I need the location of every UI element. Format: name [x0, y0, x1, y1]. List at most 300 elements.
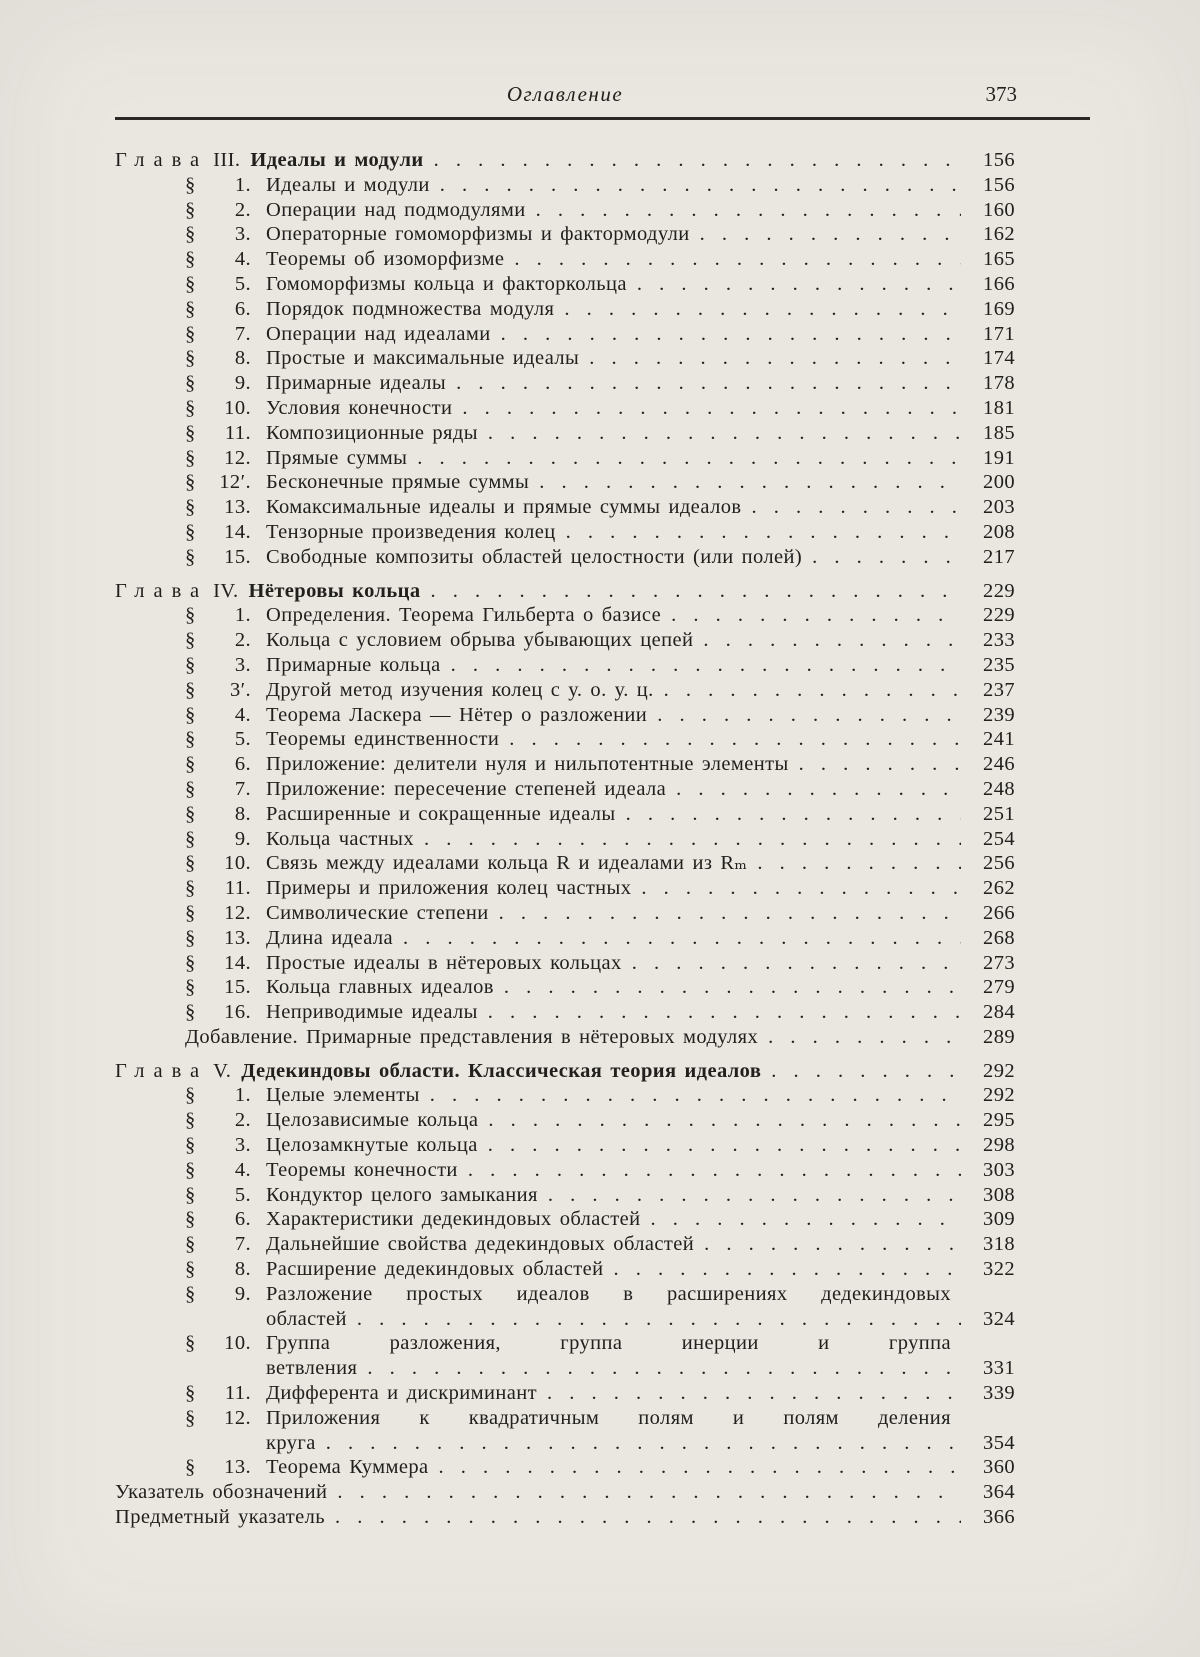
- section-sign: §: [185, 1258, 196, 1281]
- entry-title: Указатель обозначений: [115, 1481, 328, 1504]
- entry-page-number: 303: [983, 1158, 1015, 1181]
- entry-title: Предметный указатель: [115, 1506, 325, 1529]
- dot-leader: [771, 1059, 961, 1084]
- section-sign: §: [185, 976, 196, 999]
- toc-entry: [115, 1183, 1015, 1208]
- section-sign: §: [185, 629, 196, 652]
- dot-leader: [676, 777, 961, 802]
- section-sign: §: [185, 198, 196, 221]
- entry-title-continuation: круга: [266, 1431, 316, 1454]
- toc-entry: [115, 272, 1015, 297]
- entry-title: Приложение: пересечение степеней идеала: [266, 777, 667, 800]
- toc-entry: [115, 951, 1015, 976]
- section-number: 7.: [234, 777, 251, 800]
- entry-title: Кольца частных: [266, 827, 414, 850]
- entry-title: Расширение дедекиндовых областей: [266, 1258, 604, 1281]
- entry-title: Условия конечности: [266, 396, 453, 419]
- section-sign: §: [185, 1406, 196, 1429]
- entry-title: Целые элементы: [266, 1084, 420, 1107]
- section-number: 4.: [234, 703, 251, 726]
- toc-entry: [115, 1282, 1015, 1332]
- toc-entry: [115, 1331, 1015, 1381]
- entry-page-number: 178: [983, 372, 1015, 395]
- section-number: 12.: [224, 1406, 251, 1429]
- chapter-heading: [115, 1059, 1015, 1084]
- section-sign: §: [185, 347, 196, 370]
- entry-page-number: 308: [983, 1183, 1015, 1206]
- toc-entry: [115, 777, 1015, 802]
- entry-page-number: 322: [983, 1258, 1015, 1281]
- running-header: [115, 82, 1015, 112]
- back-matter-entry: [115, 1505, 1015, 1530]
- entry-title: Операции над подмодулями: [266, 198, 526, 221]
- chapter-label-word: Глава: [115, 579, 209, 602]
- toc-entry: [115, 926, 1015, 951]
- dot-leader: [357, 1307, 961, 1332]
- entry-title: Кольца главных идеалов: [266, 976, 494, 999]
- dot-leader: [757, 851, 961, 876]
- entry-title: Кондуктор целого замыкания: [266, 1183, 538, 1206]
- dot-leader: [547, 1381, 961, 1406]
- entry-page-number: 229: [983, 604, 1015, 627]
- section-number: 15.: [224, 976, 251, 999]
- dot-leader: [326, 1431, 961, 1456]
- entry-title: Целозамкнутые кольца: [266, 1134, 478, 1157]
- toc-entry: [115, 678, 1015, 703]
- toc-entry: [115, 198, 1015, 223]
- section-sign: §: [185, 1183, 196, 1206]
- section-number: 5.: [234, 1183, 251, 1206]
- dot-leader: [456, 371, 961, 396]
- entry-page-number: 309: [983, 1208, 1015, 1231]
- dot-leader: [632, 951, 961, 976]
- section-sign: §: [185, 372, 196, 395]
- entry-title-continuation: областей: [266, 1307, 347, 1330]
- section-number: 2.: [234, 629, 251, 652]
- toc-entry: [115, 727, 1015, 752]
- section-sign: §: [185, 545, 196, 568]
- chapter-page-number: 229: [983, 579, 1015, 602]
- section-sign: §: [185, 272, 196, 295]
- section-sign: §: [185, 901, 196, 924]
- section-number: 7.: [234, 1233, 251, 1256]
- section-number: 8.: [234, 802, 251, 825]
- section-number: 3′.: [229, 678, 251, 701]
- entry-page-number: 160: [983, 198, 1015, 221]
- dot-leader: [335, 1505, 961, 1530]
- section-sign: §: [185, 1208, 196, 1231]
- entry-page-number: 181: [983, 396, 1015, 419]
- entry-page-number: 241: [983, 728, 1015, 751]
- dot-leader: [488, 1133, 961, 1158]
- chapter-title: Дедекиндовы области. Классическая теория идеалов: [241, 1059, 762, 1082]
- section-number: 13.: [224, 1456, 251, 1479]
- page-content: [115, 82, 1015, 1530]
- section-sign: §: [185, 877, 196, 900]
- section-number: 1.: [234, 1084, 251, 1107]
- dot-leader: [589, 346, 961, 371]
- chapter-heading: [115, 579, 1015, 604]
- dot-leader: [499, 901, 961, 926]
- entry-page-number: 165: [983, 248, 1015, 271]
- entry-page-number: 237: [983, 678, 1015, 701]
- entry-title: Неприводимые идеалы: [266, 1001, 478, 1024]
- dot-leader: [704, 1232, 961, 1257]
- toc-entry: [115, 322, 1015, 347]
- entry-page-number: 248: [983, 777, 1015, 800]
- toc-entry: [115, 1455, 1015, 1480]
- toc-entry: [115, 1025, 1015, 1050]
- back-matter-entry: [115, 1480, 1015, 1505]
- section-sign: §: [185, 322, 196, 345]
- dot-leader: [657, 703, 961, 728]
- dot-leader: [434, 148, 961, 173]
- dot-leader: [539, 470, 961, 495]
- entry-title: Операции над идеалами: [266, 322, 491, 345]
- entry-page-number: 233: [983, 629, 1015, 652]
- section-sign: §: [185, 728, 196, 751]
- entry-page-number: 254: [983, 827, 1015, 850]
- entry-title: Характеристики дедекиндовых областей: [266, 1208, 641, 1231]
- dot-leader: [514, 247, 961, 272]
- dot-leader: [751, 495, 961, 520]
- dot-leader: [439, 1455, 961, 1480]
- chapter-label-number: III.: [213, 149, 241, 171]
- toc-list: [115, 148, 1015, 1530]
- entry-title-block: [266, 1331, 1015, 1381]
- entry-page-number: 262: [983, 877, 1015, 900]
- dot-leader: [337, 1480, 961, 1505]
- entry-page-number: 156: [983, 173, 1015, 196]
- entry-title: Свободные композиты областей целостности (или полей): [266, 545, 803, 568]
- dot-leader: [501, 322, 961, 347]
- section-number: 9.: [234, 372, 251, 395]
- section-sign: §: [185, 1332, 196, 1355]
- dot-leader: [488, 1108, 961, 1133]
- section-number: 7.: [234, 322, 251, 345]
- dot-leader: [424, 827, 961, 852]
- entry-title: Теоремы об изоморфизме: [266, 248, 505, 271]
- toc-entry: [115, 1000, 1015, 1025]
- header-rule: [115, 117, 1090, 120]
- section-sign: §: [185, 678, 196, 701]
- entry-page-number: 292: [983, 1084, 1015, 1107]
- entry-page-number: 217: [983, 545, 1015, 568]
- entry-title: Определения. Теорема Гильберта о базисе: [266, 604, 662, 627]
- toc-entry: [115, 1257, 1015, 1282]
- section-sign: §: [185, 1084, 196, 1107]
- entry-title-block: [266, 1406, 1015, 1456]
- entry-title: Простые и максимальные идеалы: [266, 347, 580, 370]
- section-sign: §: [185, 173, 196, 196]
- toc-entry: [115, 1406, 1015, 1456]
- entry-page-number: 366: [983, 1506, 1015, 1529]
- section-sign: §: [185, 926, 196, 949]
- entry-page-number: 284: [983, 1001, 1015, 1024]
- running-header-title: Оглавление: [506, 82, 624, 106]
- toc-entry: [115, 1158, 1015, 1183]
- entry-page-number: 360: [983, 1456, 1015, 1479]
- chapter-label-word: Глава: [115, 1059, 209, 1082]
- section-number: 4.: [234, 248, 251, 271]
- section-number: 4.: [234, 1158, 251, 1181]
- section-sign: §: [185, 1109, 196, 1132]
- dot-leader: [700, 222, 961, 247]
- dot-leader: [504, 975, 961, 1000]
- toc-entry: [115, 1083, 1015, 1108]
- section-number: 2.: [234, 198, 251, 221]
- section-number: 11.: [224, 877, 251, 900]
- toc-entry: [115, 173, 1015, 198]
- entry-title: Простые идеалы в нётеровых кольцах: [266, 951, 622, 974]
- section-sign: §: [185, 802, 196, 825]
- section-sign: §: [185, 1233, 196, 1256]
- dot-leader: [664, 678, 961, 703]
- entry-title: Добавление. Примарные представления в нётеровых модулях: [185, 1025, 759, 1048]
- dot-leader: [626, 802, 961, 827]
- entry-page-number: 256: [983, 852, 1015, 875]
- section-sign: §: [185, 520, 196, 543]
- entry-title-line2: [266, 1307, 1015, 1332]
- entry-page-number: 185: [983, 421, 1015, 444]
- chapter-title: Идеалы и модули: [250, 149, 424, 171]
- entry-title-line1: Разложение простых идеалов в расширениях дедекиндовых: [266, 1282, 951, 1305]
- toc-entry: [115, 545, 1015, 570]
- entry-title: Прямые суммы: [266, 446, 408, 469]
- section-number: 11.: [224, 1382, 251, 1405]
- chapter-label-number: IV.: [213, 579, 239, 602]
- entry-page-number: 295: [983, 1109, 1015, 1132]
- entry-title: Гомоморфизмы кольца и факторкольца: [266, 272, 627, 295]
- entry-title-line2: [266, 1356, 1015, 1381]
- running-header-page-number: 373: [985, 82, 1017, 106]
- entry-title: Расширенные и сокращенные идеалы: [266, 802, 616, 825]
- entry-page-number: 318: [983, 1233, 1015, 1256]
- entry-title-continuation: ветвления: [266, 1357, 358, 1380]
- section-number: 6.: [234, 297, 251, 320]
- entry-page-number: 174: [983, 347, 1015, 370]
- section-number: 5.: [234, 272, 251, 295]
- section-number: 11.: [224, 421, 251, 444]
- entry-title-line2: [266, 1431, 1015, 1456]
- section-number: 14.: [224, 520, 251, 543]
- toc-entry: [115, 975, 1015, 1000]
- section-number: 9.: [234, 827, 251, 850]
- entry-title: Символические степени: [266, 901, 489, 924]
- section-number: 5.: [234, 728, 251, 751]
- dot-leader: [403, 926, 961, 951]
- dot-leader: [430, 579, 961, 604]
- dot-leader: [703, 628, 961, 653]
- dot-leader: [768, 1025, 961, 1050]
- section-sign: §: [185, 753, 196, 776]
- entry-page-number: 251: [983, 802, 1015, 825]
- entry-title: Дальнейшие свойства дедекиндовых областей: [266, 1233, 695, 1256]
- section-sign: §: [185, 777, 196, 800]
- dot-leader: [799, 752, 961, 777]
- toc-entry: [115, 371, 1015, 396]
- section-number: 12.: [224, 446, 251, 469]
- chapter-label-number: V.: [213, 1059, 232, 1082]
- toc-entry: [115, 901, 1015, 926]
- entry-title: Целозависимые кольца: [266, 1109, 479, 1132]
- section-number: 9.: [234, 1282, 251, 1305]
- entry-title: Теоремы единственности: [266, 728, 500, 751]
- entry-title: Теорема Ласкера — Нётер о разложении: [266, 703, 648, 726]
- chapter-page-number: 292: [983, 1059, 1015, 1082]
- entry-title-block: [266, 1282, 1015, 1332]
- section-number: 12.: [224, 901, 251, 924]
- entry-title: Примеры и приложения колец частных: [266, 877, 632, 900]
- toc-entry: [115, 603, 1015, 628]
- toc-entry: [115, 470, 1015, 495]
- entry-title: Порядок подмножества модуля: [266, 297, 555, 320]
- section-sign: §: [185, 471, 196, 494]
- dot-leader: [451, 653, 961, 678]
- entry-title: Длина идеала: [266, 926, 394, 949]
- toc-entry: [115, 446, 1015, 471]
- section-number: 10.: [224, 396, 251, 419]
- section-sign: §: [185, 703, 196, 726]
- section-sign: §: [185, 852, 196, 875]
- entry-title: Кольца с условием обрыва убывающих цепей: [266, 629, 694, 652]
- toc-entry: [115, 851, 1015, 876]
- dot-leader: [367, 1356, 961, 1381]
- entry-title: Идеалы и модули: [266, 173, 430, 196]
- dot-leader: [430, 1083, 961, 1108]
- dot-leader: [440, 173, 961, 198]
- toc-entry: [115, 346, 1015, 371]
- toc-entry: [115, 247, 1015, 272]
- toc-entry: [115, 802, 1015, 827]
- entry-page-number: 169: [983, 297, 1015, 320]
- section-number: 2.: [234, 1109, 251, 1132]
- entry-title: Примарные идеалы: [266, 372, 447, 395]
- section-number: 1.: [234, 173, 251, 196]
- entry-page-number: 239: [983, 703, 1015, 726]
- toc-entry: [115, 520, 1015, 545]
- entry-page-number: 235: [983, 653, 1015, 676]
- dot-leader: [488, 421, 961, 446]
- section-sign: §: [185, 248, 196, 271]
- dot-leader: [462, 396, 961, 421]
- section-number: 16.: [224, 1001, 251, 1024]
- dot-leader: [488, 1000, 961, 1025]
- dot-leader: [641, 876, 961, 901]
- dot-leader: [651, 1207, 961, 1232]
- toc-entry: [115, 1133, 1015, 1158]
- entry-page-number: 331: [983, 1357, 1015, 1380]
- section-sign: §: [185, 1382, 196, 1405]
- section-number: 8.: [234, 347, 251, 370]
- entry-title-line1: Приложения к квадратичным полям и полям деления: [266, 1406, 951, 1429]
- toc-entry: [115, 421, 1015, 446]
- entry-page-number: 203: [983, 496, 1015, 519]
- entry-title: Примарные кольца: [266, 653, 441, 676]
- section-number: 10.: [224, 852, 251, 875]
- entry-title: Теоремы конечности: [266, 1158, 458, 1181]
- section-sign: §: [185, 1134, 196, 1157]
- section-number: 8.: [234, 1258, 251, 1281]
- toc-entry: [115, 703, 1015, 728]
- entry-page-number: 191: [983, 446, 1015, 469]
- toc-entry: [115, 222, 1015, 247]
- dot-leader: [637, 272, 961, 297]
- section-number: 6.: [234, 1208, 251, 1231]
- section-number: 1.: [234, 604, 251, 627]
- section-number: 10.: [224, 1332, 251, 1355]
- entry-page-number: 268: [983, 926, 1015, 949]
- entry-page-number: 266: [983, 901, 1015, 924]
- dot-leader: [417, 446, 961, 471]
- dot-leader: [564, 297, 961, 322]
- dot-leader: [812, 545, 961, 570]
- entry-title: Другой метод изучения колец с у. о. у. ц.: [266, 678, 654, 701]
- entry-page-number: 162: [983, 223, 1015, 246]
- toc-entry: [115, 396, 1015, 421]
- section-number: 6.: [234, 753, 251, 776]
- chapter-heading: [115, 148, 1015, 173]
- dot-leader: [614, 1257, 962, 1282]
- toc-entry: [115, 876, 1015, 901]
- toc-entry: [115, 827, 1015, 852]
- section-number: 15.: [224, 545, 251, 568]
- entry-title: Связь между идеалами кольца R и идеалами из Rₘ: [266, 852, 748, 875]
- dot-leader: [468, 1158, 961, 1183]
- entry-title: Тензорные произведения колец: [266, 520, 556, 543]
- dot-leader: [509, 727, 961, 752]
- dot-leader: [548, 1183, 961, 1208]
- chapter-title: Нётеровы кольца: [248, 579, 421, 602]
- section-number: 3.: [234, 653, 251, 676]
- section-number: 14.: [224, 951, 251, 974]
- section-sign: §: [185, 223, 196, 246]
- section-sign: §: [185, 827, 196, 850]
- section-number: 3.: [234, 1134, 251, 1157]
- entry-page-number: 171: [983, 322, 1015, 345]
- toc-entry: [115, 1108, 1015, 1133]
- chapter-label-word: Глава: [115, 149, 209, 171]
- entry-title: Бесконечные прямые суммы: [266, 471, 530, 494]
- entry-title: Приложение: делители нуля и нильпотентные элементы: [266, 753, 789, 776]
- section-sign: §: [185, 1456, 196, 1479]
- section-number: 3.: [234, 223, 251, 246]
- entry-title: Операторные гомоморфизмы и фактормодули: [266, 223, 690, 246]
- toc-entry: [115, 1232, 1015, 1257]
- section-sign: §: [185, 1001, 196, 1024]
- entry-title: Теорема Куммера: [266, 1456, 429, 1479]
- entry-title-line1: Группа разложения, группа инерции и группа: [266, 1332, 951, 1355]
- section-sign: §: [185, 1282, 196, 1305]
- dot-leader: [566, 520, 961, 545]
- entry-page-number: 324: [983, 1307, 1015, 1330]
- section-number: 13.: [224, 496, 251, 519]
- section-number: 12′.: [219, 471, 251, 494]
- entry-page-number: 364: [983, 1481, 1015, 1504]
- entry-title: Комаксимальные идеалы и прямые суммы идеалов: [266, 496, 742, 519]
- dot-leader: [536, 198, 961, 223]
- entry-page-number: 208: [983, 520, 1015, 543]
- entry-page-number: 298: [983, 1134, 1015, 1157]
- section-sign: §: [185, 421, 196, 444]
- entry-page-number: 273: [983, 951, 1015, 974]
- entry-page-number: 339: [983, 1382, 1015, 1405]
- toc-entry: [115, 752, 1015, 777]
- dot-leader: [671, 603, 961, 628]
- section-sign: §: [185, 496, 196, 519]
- entry-title: Композиционные ряды: [266, 421, 478, 444]
- section-sign: §: [185, 604, 196, 627]
